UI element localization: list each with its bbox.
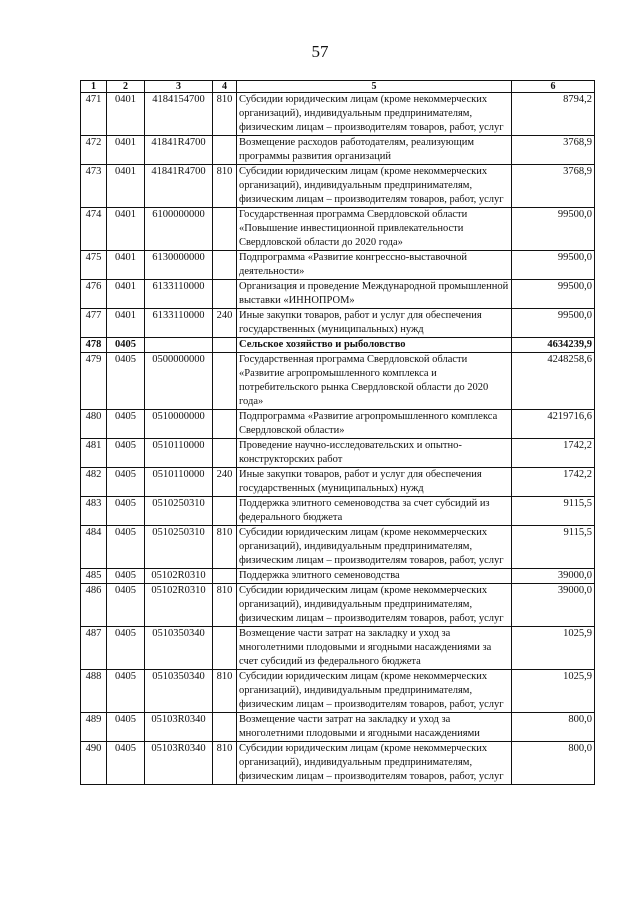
row-number: 482 xyxy=(81,468,107,497)
section-code: 0405 xyxy=(107,627,145,670)
section-code: 0405 xyxy=(107,584,145,627)
row-number: 485 xyxy=(81,569,107,584)
expense-type-code xyxy=(213,569,237,584)
item-name: Возмещение расходов работодателям, реализующим программы развития организаций xyxy=(237,136,512,165)
target-article-code: 6100000000 xyxy=(145,208,213,251)
table-row xyxy=(81,309,595,338)
expense-type-code: 810 xyxy=(213,670,237,713)
item-name: Проведение научно-исследовательских и опытно-конструкторских работ xyxy=(237,439,512,468)
amount: 99500,0 xyxy=(512,280,595,309)
item-name: Субсидии юридическим лицам (кроме некоммерческих организаций), индивидуальным предпринимателям, физическим лицам – производителям товаров, работ, услуг xyxy=(237,93,512,136)
item-name: Организация и проведение Международной промышленной выставки «ИННОПРОМ» xyxy=(237,280,512,309)
expense-type-code: 810 xyxy=(213,93,237,136)
section-code: 0401 xyxy=(107,165,145,208)
amount: 4219716,6 xyxy=(512,410,595,439)
expense-type-code xyxy=(213,338,237,353)
expense-type-code xyxy=(213,353,237,410)
section-code: 0405 xyxy=(107,670,145,713)
item-name: Поддержка элитного семеноводства за счет субсидий из федерального бюджета xyxy=(237,497,512,526)
header-row xyxy=(81,81,595,93)
expense-type-code xyxy=(213,439,237,468)
table-row xyxy=(81,165,595,208)
section-code: 0405 xyxy=(107,410,145,439)
item-name: Субсидии юридическим лицам (кроме некоммерческих организаций), индивидуальным предпринимателям, физическим лицам – производителям товаров, работ, услуг xyxy=(237,584,512,627)
table-row xyxy=(81,410,595,439)
expense-type-code: 810 xyxy=(213,165,237,208)
item-name: Субсидии юридическим лицам (кроме некоммерческих организаций), индивидуальным предпринимателям, физическим лицам – производителям товаров, работ, услуг xyxy=(237,742,512,785)
amount: 3768,9 xyxy=(512,136,595,165)
amount: 39000,0 xyxy=(512,569,595,584)
table-row xyxy=(81,569,595,584)
amount: 1742,2 xyxy=(512,468,595,497)
section-code: 0401 xyxy=(107,136,145,165)
section-code: 0405 xyxy=(107,439,145,468)
expense-type-code: 810 xyxy=(213,742,237,785)
item-name: Субсидии юридическим лицам (кроме некоммерческих организаций), индивидуальным предпринимателям, физическим лицам – производителям товаров, работ, услуг xyxy=(237,165,512,208)
amount: 99500,0 xyxy=(512,309,595,338)
amount: 1025,9 xyxy=(512,670,595,713)
amount: 4634239,9 xyxy=(512,338,595,353)
amount: 800,0 xyxy=(512,742,595,785)
row-number: 484 xyxy=(81,526,107,569)
expense-type-code xyxy=(213,627,237,670)
amount: 8794,2 xyxy=(512,93,595,136)
item-name: Государственная программа Свердловской области «Развитие агропромышленного комплекса и потребительского рынка Свердловской области до 2020 года» xyxy=(237,353,512,410)
item-name: Иные закупки товаров, работ и услуг для обеспечения государственных (муниципальных) нужд xyxy=(237,468,512,497)
table-row xyxy=(81,439,595,468)
expense-type-code: 810 xyxy=(213,584,237,627)
row-number: 488 xyxy=(81,670,107,713)
amount: 800,0 xyxy=(512,713,595,742)
section-code: 0405 xyxy=(107,569,145,584)
expense-type-code: 810 xyxy=(213,526,237,569)
row-number: 475 xyxy=(81,251,107,280)
amount: 9115,5 xyxy=(512,497,595,526)
table-row xyxy=(81,627,595,670)
table-row xyxy=(81,251,595,280)
target-article-code: 6130000000 xyxy=(145,251,213,280)
item-name: Субсидии юридическим лицам (кроме некоммерческих организаций), индивидуальным предпринимателям, физическим лицам – производителям товаров, работ, услуг xyxy=(237,526,512,569)
table-row xyxy=(81,584,595,627)
table-row xyxy=(81,353,595,410)
expense-type-code xyxy=(213,251,237,280)
section-code: 0401 xyxy=(107,93,145,136)
table-row xyxy=(81,713,595,742)
table-row xyxy=(81,526,595,569)
table-row xyxy=(81,208,595,251)
row-number: 479 xyxy=(81,353,107,410)
target-article-code: 0510110000 xyxy=(145,468,213,497)
expense-type-code xyxy=(213,208,237,251)
item-name: Иные закупки товаров, работ и услуг для обеспечения государственных (муниципальных) нужд xyxy=(237,309,512,338)
table-row xyxy=(81,338,595,353)
row-number: 476 xyxy=(81,280,107,309)
section-code: 0401 xyxy=(107,208,145,251)
table-row xyxy=(81,468,595,497)
table-row xyxy=(81,280,595,309)
row-number: 486 xyxy=(81,584,107,627)
amount: 4248258,6 xyxy=(512,353,595,410)
target-article-code: 0510250310 xyxy=(145,497,213,526)
section-code: 0401 xyxy=(107,251,145,280)
row-number: 471 xyxy=(81,93,107,136)
row-number: 483 xyxy=(81,497,107,526)
item-name: Подпрограмма «Развитие конгрессно-выставочной деятельности» xyxy=(237,251,512,280)
row-number: 480 xyxy=(81,410,107,439)
amount: 39000,0 xyxy=(512,584,595,627)
header-col-2: 2 xyxy=(107,81,145,93)
page-number: 57 xyxy=(311,42,329,61)
target-article-code: 05103R0340 xyxy=(145,713,213,742)
table-row xyxy=(81,670,595,713)
section-code: 0405 xyxy=(107,468,145,497)
target-article-code: 6133110000 xyxy=(145,280,213,309)
expense-type-code: 240 xyxy=(213,468,237,497)
row-number: 474 xyxy=(81,208,107,251)
section-code: 0401 xyxy=(107,280,145,309)
section-code: 0401 xyxy=(107,309,145,338)
table-row xyxy=(81,742,595,785)
amount: 9115,5 xyxy=(512,526,595,569)
target-article-code: 41841R4700 xyxy=(145,165,213,208)
target-article-code: 0510350340 xyxy=(145,670,213,713)
header-col-1: 1 xyxy=(81,81,107,93)
table-row xyxy=(81,136,595,165)
target-article-code: 0500000000 xyxy=(145,353,213,410)
amount: 3768,9 xyxy=(512,165,595,208)
expense-type-code: 240 xyxy=(213,309,237,338)
header-col-3: 3 xyxy=(145,81,213,93)
target-article-code: 6133110000 xyxy=(145,309,213,338)
amount: 99500,0 xyxy=(512,251,595,280)
target-article-code: 4184154700 xyxy=(145,93,213,136)
row-number: 473 xyxy=(81,165,107,208)
section-code: 0405 xyxy=(107,338,145,353)
expense-type-code xyxy=(213,280,237,309)
row-number: 490 xyxy=(81,742,107,785)
target-article-code: 05103R0340 xyxy=(145,742,213,785)
target-article-code: 0510110000 xyxy=(145,439,213,468)
item-name: Возмещение части затрат на закладку и уход за многолетними плодовыми и ягодными насаждениями xyxy=(237,713,512,742)
section-code: 0405 xyxy=(107,353,145,410)
section-code: 0405 xyxy=(107,713,145,742)
item-name: Сельское хозяйство и рыболовство xyxy=(237,338,512,353)
target-article-code: 0510000000 xyxy=(145,410,213,439)
section-code: 0405 xyxy=(107,742,145,785)
expense-type-code xyxy=(213,136,237,165)
expense-type-code xyxy=(213,497,237,526)
section-code: 0405 xyxy=(107,497,145,526)
item-name: Субсидии юридическим лицам (кроме некоммерческих организаций), индивидуальным предпринимателям, физическим лицам – производителям товаров, работ, услуг xyxy=(237,670,512,713)
section-code: 0405 xyxy=(107,526,145,569)
item-name: Подпрограмма «Развитие агропромышленного комплекса Свердловской области» xyxy=(237,410,512,439)
target-article-code: 0510350340 xyxy=(145,627,213,670)
table-row xyxy=(81,497,595,526)
item-name: Возмещение части затрат на закладку и уход за многолетними плодовыми и ягодными насаждениями за счет субсидий из федерального бюджета xyxy=(237,627,512,670)
table-row xyxy=(81,93,595,136)
amount: 99500,0 xyxy=(512,208,595,251)
target-article-code: 0510250310 xyxy=(145,526,213,569)
row-number: 477 xyxy=(81,309,107,338)
row-number: 472 xyxy=(81,136,107,165)
row-number: 489 xyxy=(81,713,107,742)
target-article-code xyxy=(145,338,213,353)
expense-type-code xyxy=(213,713,237,742)
header-col-4: 4 xyxy=(213,81,237,93)
header-col-6: 6 xyxy=(512,81,595,93)
table-body xyxy=(81,93,595,785)
expense-type-code xyxy=(213,410,237,439)
amount: 1025,9 xyxy=(512,627,595,670)
amount: 1742,2 xyxy=(512,439,595,468)
target-article-code: 41841R4700 xyxy=(145,136,213,165)
target-article-code: 05102R0310 xyxy=(145,569,213,584)
item-name: Поддержка элитного семеноводства xyxy=(237,569,512,584)
target-article-code: 05102R0310 xyxy=(145,584,213,627)
row-number: 481 xyxy=(81,439,107,468)
budget-table xyxy=(80,80,595,785)
header-col-5: 5 xyxy=(237,81,512,93)
item-name: Государственная программа Свердловской области «Повышение инвестиционной привлекательности Свердловской области до 2020 года» xyxy=(237,208,512,251)
row-number: 478 xyxy=(81,338,107,353)
row-number: 487 xyxy=(81,627,107,670)
